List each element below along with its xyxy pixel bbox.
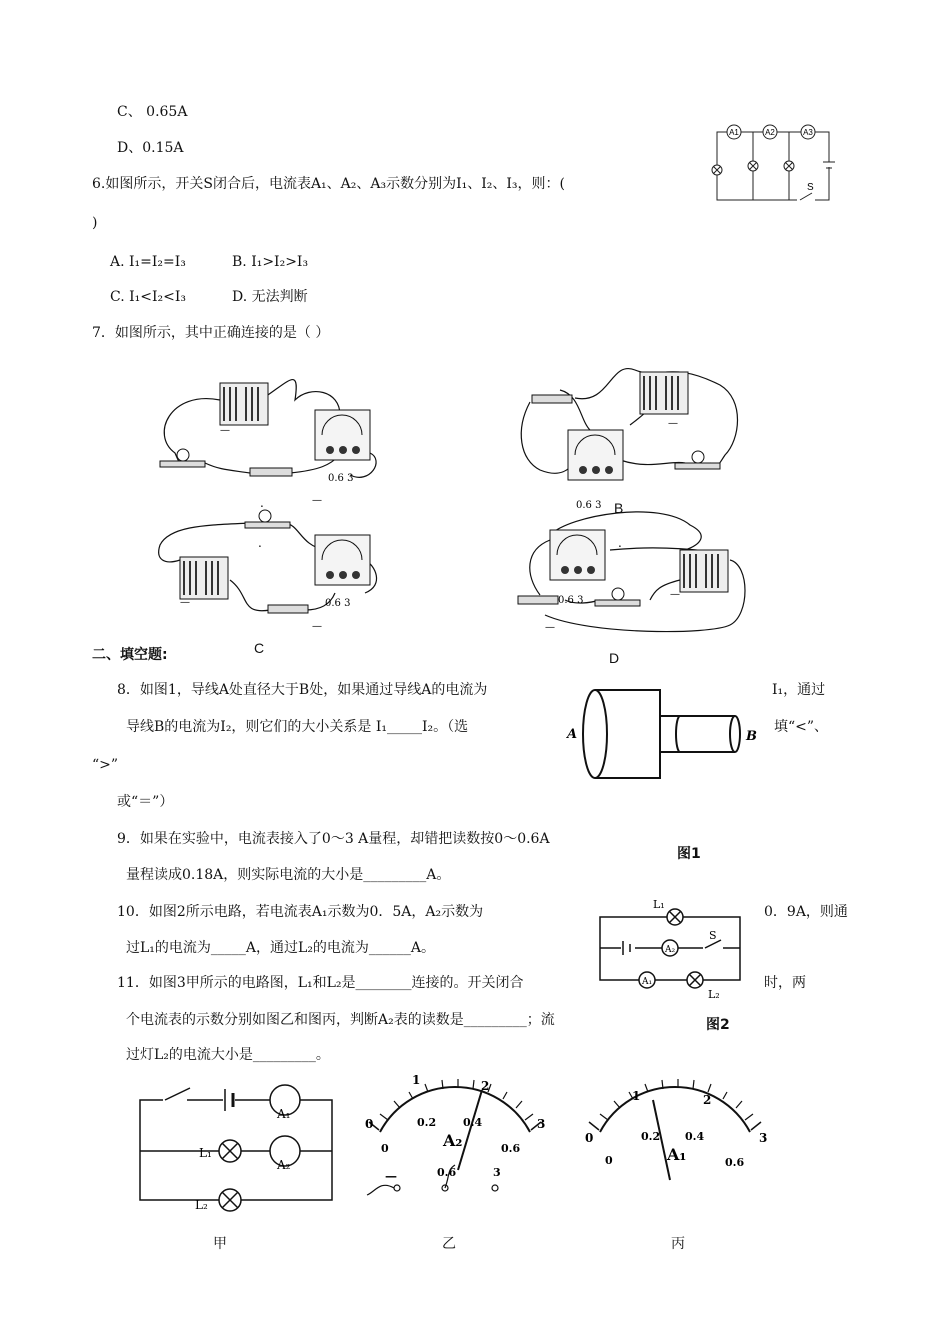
q10-circuit-figure (595, 895, 750, 1000)
q9-line-2: 量程读成0.18A，则实际电流的大小是_________A。 (126, 867, 451, 883)
q8-line-1: 8．如图1，导线A处直径大于B处，如果通过导线A的电流为 (117, 682, 488, 698)
q7b-range-label: 0.6 3 (576, 500, 602, 511)
q11-yi-pointer (458, 1090, 482, 1170)
q7b-bulb (675, 451, 720, 469)
q11-caption-jia: 甲 (213, 1235, 227, 1251)
q8-line-2-right: 填“<”、 (774, 719, 829, 735)
q7a-bulb (160, 449, 205, 467)
q6-ammeter-a2-label: A2 (765, 128, 775, 137)
q11-bing-inner-0: 0 (605, 1154, 613, 1167)
q7c-battery-minus: — (180, 597, 190, 608)
q7-label-c: C (254, 640, 265, 656)
q11-yi-terminal-06: 0.6 (437, 1166, 457, 1179)
q11-jia-l2-label: L₂ (195, 1198, 208, 1212)
q11-yi-meter-name: A₂ (443, 1131, 463, 1150)
q10-figure-caption: 图2 (706, 1017, 730, 1033)
q11-yi-outer-3: 3 (537, 1117, 546, 1131)
q7c-bulb (245, 510, 290, 528)
q7d-battery-minus: — (670, 589, 680, 600)
q8-label-a: A (567, 727, 578, 742)
q7-label-d: D (609, 650, 620, 666)
q6-option-d: D. 无法判断 (232, 289, 308, 305)
q7d-bulb (595, 588, 640, 606)
q11-yi-outer-1: 1 (412, 1073, 421, 1087)
q11-bing-outer-3: 3 (759, 1131, 768, 1145)
q11-bing-outer-1: 1 (632, 1089, 641, 1103)
q11-jia-a1-label: A₁ (277, 1107, 291, 1121)
q11-bing-outer-0: 0 (585, 1131, 594, 1145)
q11-caption-yi: 乙 (442, 1235, 456, 1251)
q8-figure-caption: 图1 (677, 846, 701, 862)
q11-bing-inner-3: 0.6 (725, 1156, 745, 1169)
q11-yi-inner-2: 0.4 (463, 1116, 483, 1129)
section-2-title: 二、填空题: (92, 647, 168, 663)
q7-figure-c (150, 505, 390, 635)
q10-line-1-right: 0．9A，则通 (764, 904, 848, 920)
q5-option-c: C、 0.65A (117, 104, 188, 120)
q11-figure-jia (135, 1085, 345, 1215)
q8-line-4: 或“＝”） (117, 794, 174, 810)
q7a-battery-minus: — (220, 425, 230, 436)
q7d-range-label: 0.6 3 (558, 595, 584, 606)
q11-yi-inner-0: 0 (381, 1142, 389, 1155)
q11-line-1: 11．如图3甲所示的电路图，L₁和L₂是________连接的。开关闭合 (117, 975, 524, 991)
q6-stem-paren: ) (92, 215, 98, 231)
q7b-battery-minus: — (668, 418, 678, 429)
q7c-dot: . (258, 536, 262, 550)
q7c-battery (180, 557, 228, 599)
q11-yi-scale-ticks (380, 1079, 533, 1120)
q8-label-b: B (746, 729, 757, 744)
q11-bing-scale-ticks (600, 1079, 753, 1120)
q11-line-3: 过灯L₂的电流大小是_________。 (126, 1047, 330, 1063)
q8-line-1-right: I₁，通过 (772, 682, 826, 698)
q8-line-3: “>” (92, 757, 119, 773)
q11-line-2: 个电流表的示数分别如图乙和图丙，判断A₂表的读数是_________；流 (126, 1012, 555, 1028)
q6-switch-label: S (807, 182, 814, 193)
q11-line-1-right: 时，两 (764, 975, 806, 991)
q6-circuit-figure (712, 124, 837, 204)
q6-option-b: B. I₁>I₂>I₃ (232, 254, 309, 270)
q11-jia-a2-label: A₂ (277, 1158, 291, 1172)
q6-option-a: A. I₁=I₂=I₃ (110, 254, 186, 270)
q7a-switch (250, 468, 292, 476)
q11-yi-outer-0: 0 (365, 1117, 374, 1131)
q7-figure-b (520, 360, 750, 520)
q6-ammeter-a3-label: A3 (803, 128, 813, 137)
q8-line-2: 导线B的电流为I₂，则它们的大小关系是 I₁_____I₂。（选 (126, 719, 469, 735)
q6-ammeter-a1-label: A1 (729, 128, 739, 137)
q7a-dot: . (260, 496, 264, 510)
q10-ammeter-a2-label: A₂ (665, 945, 676, 955)
q10-lamp-l2-label: L₂ (708, 988, 720, 1001)
q7-figure-d (510, 505, 755, 640)
q7a-battery (220, 383, 268, 425)
q6-stem: 6.如图所示，开关S闭合后，电流表A₁、A₂、A₃示数分别为I₁、I₂、I₃，则：( (92, 176, 566, 192)
q7-label-b: B (614, 500, 624, 516)
q7d-switch (518, 596, 558, 604)
q10-line-1: 10．如图2所示电路，若电流表A₁示数为0．5A，A₂示数为 (117, 904, 484, 920)
q7b-switch (532, 395, 572, 403)
q7a-ammeter (315, 410, 370, 460)
q10-switch-label: S (709, 929, 717, 942)
q7d-dot: . (618, 536, 622, 550)
q7-figure-a (150, 375, 390, 510)
q11-caption-bing: 丙 (671, 1235, 685, 1251)
q7c-ammeter (315, 535, 370, 585)
q11-meter-bing (575, 1070, 775, 1190)
q6-option-c: C. I₁<I₂<I₃ (110, 289, 187, 305)
q11-bing-outer-2: 2 (703, 1093, 712, 1107)
q9-line-1: 9．如果在实验中，电流表接入了0～3 A量程，却错把读数按0～0.6A (117, 831, 550, 847)
q11-bing-inner-2: 0.4 (685, 1130, 705, 1143)
q11-jia-l1-label: L₁ (199, 1146, 212, 1160)
q11-yi-inner-1: 0.2 (417, 1116, 437, 1129)
q11-bing-inner-1: 0.2 (641, 1130, 661, 1143)
q11-yi-outer-2: 2 (481, 1079, 490, 1093)
q11-yi-terminal-minus: — (385, 1169, 397, 1183)
q7d-switch-minus: — (545, 622, 555, 633)
q7c-meter-minus: — (312, 621, 322, 632)
q5-option-d: D、0.15A (117, 140, 184, 156)
q7a-range-label: 0.6 3 (328, 473, 354, 484)
q10-lamp-l1-label: L₁ (653, 898, 665, 911)
q7d-ammeter (550, 530, 605, 580)
q7b-battery (640, 372, 688, 414)
q7-stem: 7．如图所示，其中正确连接的是（ ） (92, 325, 330, 341)
q11-yi-terminal-3: 3 (493, 1166, 501, 1179)
q8-wire-figure (560, 688, 770, 788)
q10-ammeter-a1-label: A₁ (642, 977, 653, 987)
q11-yi-inner-3: 0.6 (501, 1142, 521, 1155)
q7c-switch (268, 605, 308, 613)
q10-line-2: 过L₁的电流为_____A，通过L₂的电流为______A。 (126, 940, 436, 956)
q11-bing-meter-name: A₁ (667, 1145, 687, 1164)
q7b-ammeter (568, 430, 623, 480)
q11-meter-yi (355, 1070, 555, 1195)
q7c-range-label: 0.6 3 (325, 598, 351, 609)
q7d-battery (680, 550, 728, 592)
q7a-meter-minus: — (312, 495, 322, 506)
